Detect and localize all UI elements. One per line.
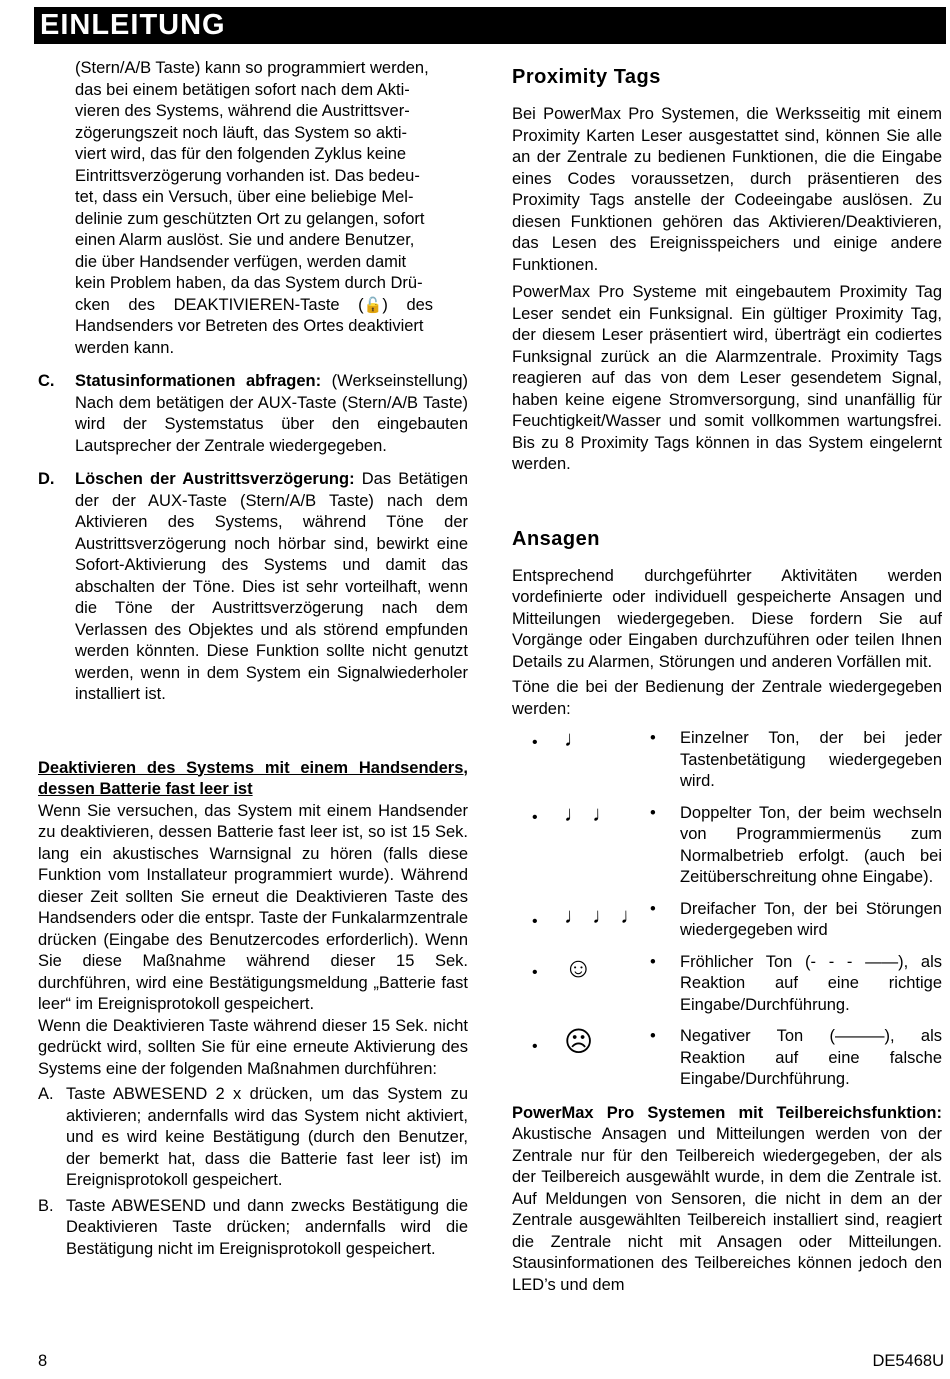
alpha-item-a: [38, 1084, 468, 1192]
intro-line: einen Alarm auslöst. Sie und andere Benutzer,: [75, 231, 415, 249]
tone-text: Einzelner Ton, der bei jeder Tastenbetätigung wiedergegeben wird.: [680, 729, 942, 790]
right-column: [512, 58, 942, 1296]
bullet: •: [650, 803, 656, 822]
bullet: •: [532, 963, 538, 981]
tone-row: [512, 952, 942, 1017]
item-c-text: [75, 371, 468, 457]
document-code: DE5468U: [872, 1352, 944, 1370]
alpha-text: Taste ABWESEND und dann zwecks Bestätigung die Deaktivieren Taste drücken; andernfalls wird die Bestätigung nicht im Ereignisprotokoll gespeichert.: [66, 1196, 468, 1258]
intro-line: werden kann.: [75, 338, 175, 357]
battery-paragraph-1: Wenn Sie versuchen, das System mit einem Handsender zu deaktivieren, dessen Batterie fast leer ist, so ist 15 Sek. lang ein akustisches Warnsignal zu hören (falls diese Funktion vom Installateur programmiert wurde). Während dieser Zeit sollten Sie erneut die Deaktivieren Taste des Handsenders oder die entspr. Taste der Funkalarmzentrale drücken (Eingabe des Benutzercodes erforderlich). Wenn Sie diese Maßnahme während dieser 15 Sek. durchführen, wird eine Bestätigungsmeldung „Batterie fast leer“ im Ereignisprotokoll gespeichert.: [38, 801, 468, 1013]
item-d-body: Das Betätigen der der AUX-Taste (Stern/A/B Taste) nach dem Aktivieren des Systems, während Töne der Austrittsverzögerung noch hörbar sind, bewirkt eine Sofort-Aktivierung des Systems und damit das abschalten der Töne. Dies ist sehr vorteilhaft, wenn die Töne der Austrittsverzögerung nach dem Verlassen des Objektes und als störend empfunden werden könnten. Diese Funktion sollte nicht genutzt werden, wenn in dem System ein Signalwiederholer installiert ist.: [75, 470, 468, 703]
bullet: •: [650, 729, 656, 747]
tone-row: [512, 800, 942, 889]
tone-text: Doppelter Ton, der beim wechseln von Programmiermenüs zum Normalbetrieb erfolgt. (auch bei Zeitüberschreitung ohne Eingabe).: [680, 803, 942, 886]
page-title: EINLEITUNG: [40, 9, 226, 41]
intro-line-before: cken des DEAKTIVIEREN-Taste (: [75, 295, 364, 314]
intro-line: Eintrittsverzögerung vorhanden ist. Das bedeu-: [75, 166, 420, 185]
tone-text: Dreifacher Ton, der bei Störungen wiedergegeben wird: [680, 899, 942, 939]
bullet: •: [650, 1027, 656, 1045]
item-c-label: C.: [38, 372, 55, 390]
double-note-icon: ♩ ♩: [564, 800, 615, 826]
item-d-label: D.: [38, 470, 55, 488]
intro-line-after: ) des: [382, 295, 434, 314]
intro-line: delinie zum geschützten Ort zu gelangen, sofort: [75, 209, 425, 228]
tone-text: Negativer Ton (———), als Reaktion auf eine falsche Eingabe/Durchführung.: [680, 1027, 942, 1088]
intro-line: das bei einem betätigen sofort nach dem Akti-: [75, 80, 410, 99]
item-d-bold: Löschen der Austrittsverzögerung:: [75, 470, 355, 488]
intro-line: tet, dass ein Versuch, über eine beliebige Mel-: [75, 188, 414, 206]
item-c-bold: Statusinformationen abfragen:: [75, 372, 322, 390]
header-bar: [34, 7, 946, 44]
battery-paragraph-2: Wenn die Deaktivieren Taste während dieser 15 Sek. nicht gedrückt wird, sollten Sie für eine erneute Aktivierung des Systems eine der folgenden Maßnahmen durchführen:: [38, 1016, 468, 1078]
intro-line: Handsenders vor Betreten des Ortes deaktiviert: [75, 317, 424, 335]
page-number: 8: [38, 1352, 48, 1370]
battery-subheading: Deaktivieren des Systems mit einem Handsenders, dessen Batterie fast leer ist: [38, 758, 468, 798]
intro-line: zögerungszeit noch läuft, das System so akti-: [75, 123, 407, 142]
frown-icon: ☹: [564, 1026, 594, 1057]
proximity-paragraph-2: PowerMax Pro Systeme mit eingebautem Proximity Tag Leser sendet ein Funksignal. Ein gültiger Proximity Tag, der diesem Leser präsentiert wird, überträgt ein codiertes Funksignal zurück an die Alarmzentrale. Proximity Tags reagieren auf das von dem Leser gesendetem Signal, haben keine eigene Stromversorgung, sind unanfällig für Feuchtigkeit/Wasser und somit vollkommen wartungsfrei. Bis zu 8 Proximity Tags können in das System eingelernt werden.: [512, 283, 942, 473]
tone-row: [512, 1026, 942, 1091]
intro-paragraph: [75, 58, 468, 359]
ansagen-paragraph-1: Entsprechend durchgeführter Aktivitäten werden vordefinierte oder individuell gespeicherte Ansagen und Mitteilungen wiedergegeben. Diese fordern Sie auf Vorgänge oder Eingaben durchzuführen oder teilen Ihnen Details zu Alarmen, Störungen und anderen Vorfällen mit.: [512, 566, 942, 671]
alpha-item-b: [38, 1196, 468, 1261]
triple-note-icon: ♩ ♩ ♩: [564, 902, 643, 928]
intro-line: die über Handsender verfügen, werden damit: [75, 252, 407, 271]
partition-body: Akustische Ansagen und Mitteilungen werden von der Zentrale nur für den Teilbereich wiedergegeben, der als der Teilbereich ausgewählt wurde, in dem die Zentrale ist. Auf Meldungen von Sensoren, die nicht in dem an der Zentrale ausgewählten Teilbereich installiert sind, reagiert die Zentrale nicht mit Ansagen oder Mitteilungen. Stausinformationen des Teilbereiches können jedoch den LED’s und dem: [512, 1125, 942, 1294]
intro-line: (Stern/A/B Taste) kann so programmiert werden,: [75, 59, 429, 77]
bullet: •: [650, 952, 656, 971]
smiley-icon: ☺: [564, 951, 593, 983]
bullet: •: [650, 899, 656, 918]
item-d: [38, 469, 468, 706]
partition-paragraph: [512, 1103, 942, 1297]
proximity-heading: Proximity Tags: [512, 66, 661, 88]
intro-line: viert wird, das für den folgenden Zyklus keine: [75, 145, 407, 163]
alpha-label: A.: [38, 1085, 54, 1103]
intro-line: kein Problem haben, da das System durch Drü-: [75, 274, 423, 292]
bullet: •: [532, 912, 538, 930]
bullet: •: [532, 808, 538, 826]
left-column: [38, 58, 468, 1260]
intro-line-with-icon: [75, 295, 468, 317]
tone-row: [512, 728, 942, 793]
partition-bold: PowerMax Pro Systemen mit Teilbereichsfunktion:: [512, 1103, 942, 1122]
tone-row: [512, 899, 942, 942]
item-d-text: [75, 469, 468, 706]
alpha-label: B.: [38, 1196, 54, 1215]
single-note-icon: ♩: [564, 726, 586, 751]
unlock-icon: 🔓: [363, 296, 383, 314]
intro-line: vieren des Systems, während die Austrittsver-: [75, 102, 410, 120]
item-c-body: (Werkseinstellung) Nach dem betätigen der AUX-Taste (Stern/A/B Taste) wird der Systemstatus über den eingebauten Lautsprecher der Zentrale wiedergegeben.: [75, 372, 468, 455]
bullet: •: [532, 734, 538, 751]
tone-text: Fröhlicher Ton (- - - ——), als Reaktion auf eine richtige Eingabe/Durchführung.: [680, 952, 942, 1014]
ansagen-paragraph-2: Töne die bei der Bedienung der Zentrale wiedergegeben werden:: [512, 678, 942, 718]
alpha-text: Taste ABWESEND 2 x drücken, um das System zu aktivieren; andernfalls wird das System nicht aktiviert, und es wird keine Bestätigung (durch den Benutzer, der bemerkt hat, dass die Batterie fast leer ist) im Ereignisprotokoll gespeichert.: [66, 1085, 468, 1189]
ansagen-heading: Ansagen: [512, 527, 600, 550]
bullet: •: [532, 1038, 538, 1055]
item-c: [38, 371, 468, 457]
proximity-paragraph-1: Bei PowerMax Pro Systemen, die Werksseitig mit einem Proximity Karten Leser ausgestattet sind, können Sie alle an der Zentrale zu bedienen Funktionen, die die Eingabe eines Codes voraussetzen, durch präsentieren des Proximity Tags anstelle der Codeeingabe auslösen. Zu diesen Funktionen gehören das Aktivieren/Deaktivieren, das Lesen des Ereignisspeichers und einige andere Funktionen.: [512, 105, 942, 274]
